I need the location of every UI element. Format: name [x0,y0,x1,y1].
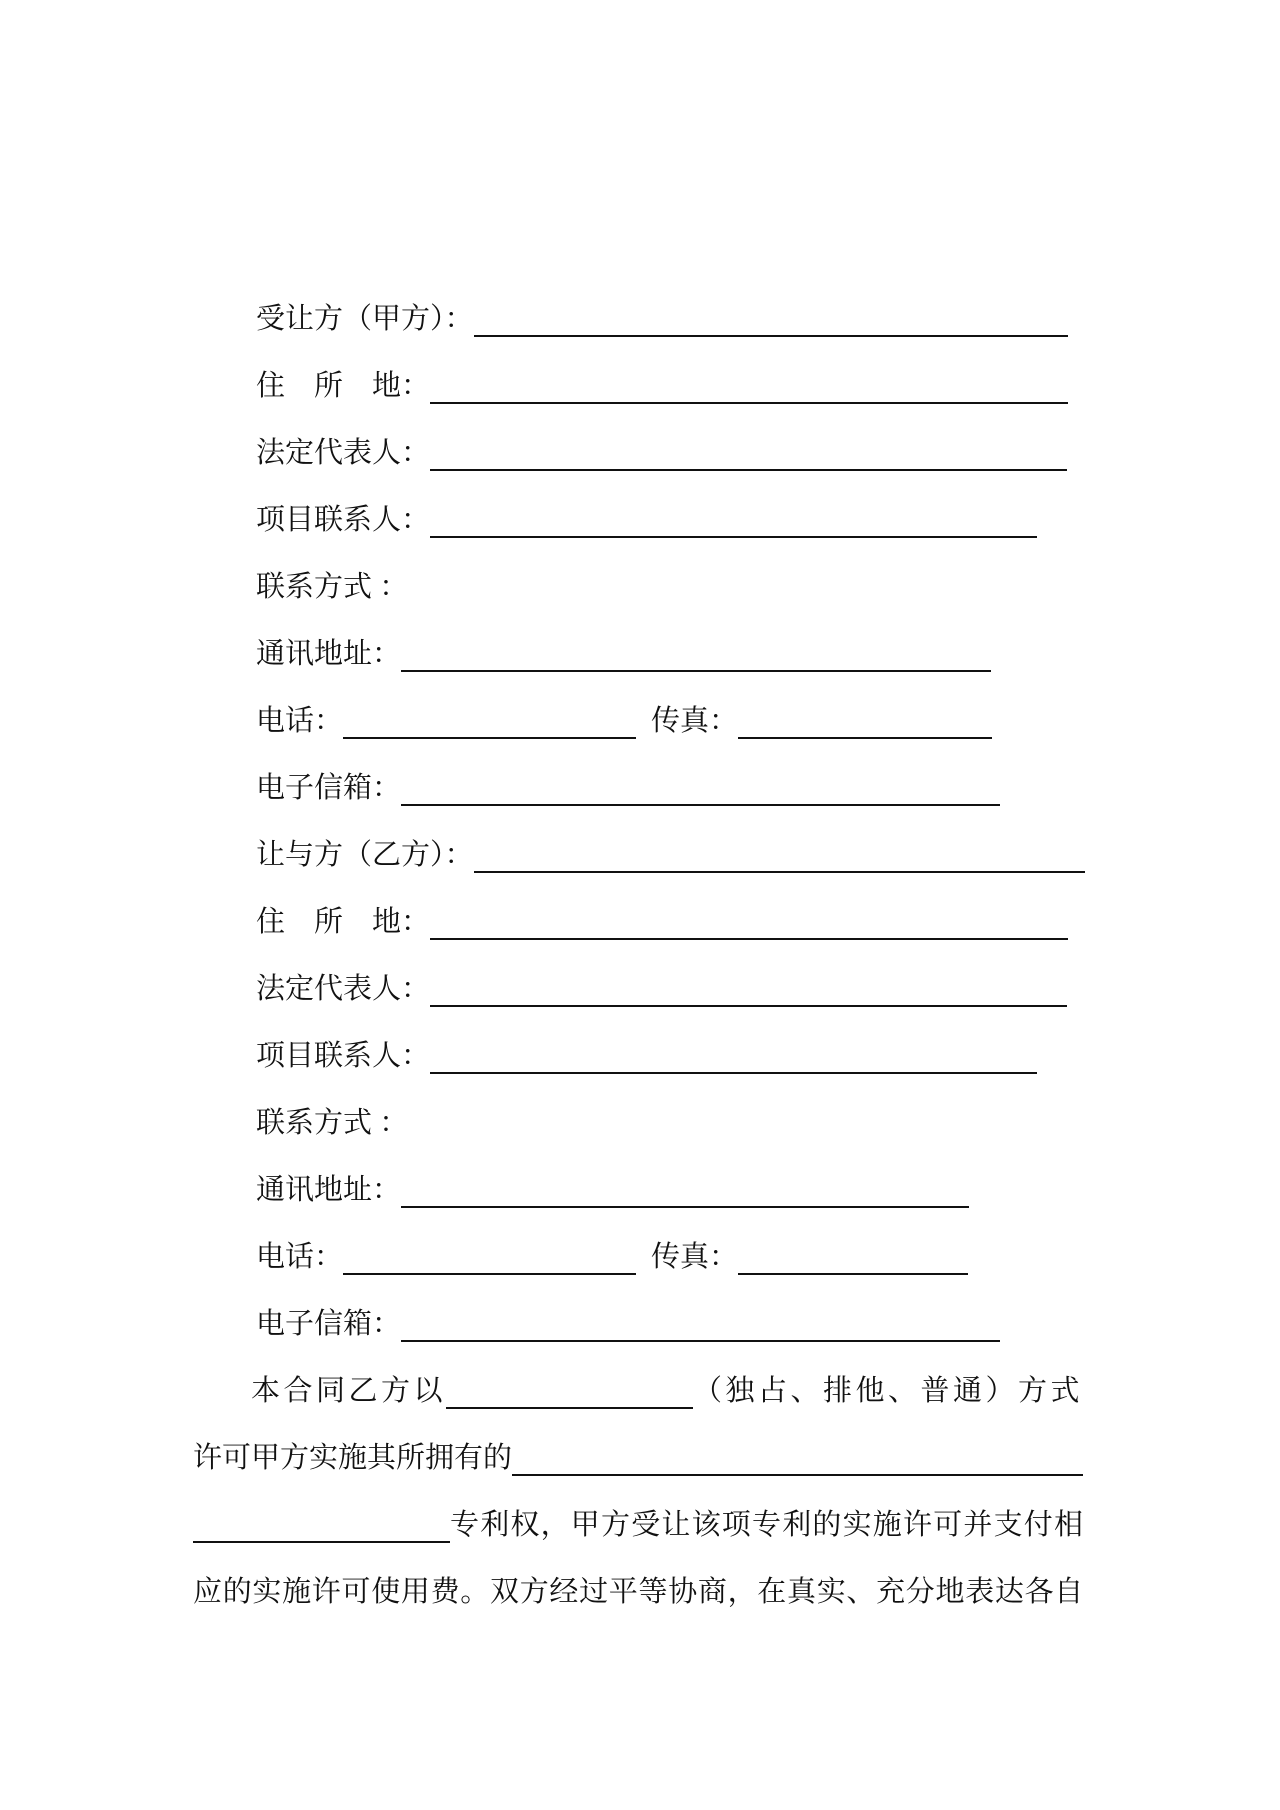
party-b-contact-method-row [256,1074,1280,1141]
party-a-phone-label: 电话： [256,705,344,737]
party-a-mailing-address-label: 通讯地址： [256,638,402,670]
party-b-project-contact-row [256,1007,1037,1074]
party-b-contact-method-label: 联系方式 ： [256,1107,409,1139]
party-a-mailing-address-row [256,605,991,672]
party-b-legal-rep-label: 法定代表人： [256,973,431,1005]
clause-line1-lead-text: 本合同乙方以 [251,1375,447,1407]
patent-number-blank[interactable] [193,1539,450,1543]
clause-line4-text: 应的实施许可使用费。双方经过平等协商，在真实、充分地表达各自 [193,1576,1085,1608]
party-b-mailing-address-blank[interactable] [401,1204,969,1208]
party-b-address-label: 住 所 地： [256,906,431,938]
party-b-project-contact-label: 项目联系人： [256,1040,431,1072]
party-a-project-contact-row [256,471,1037,538]
party-a-name-blank[interactable] [474,333,1068,337]
party-b-legal-rep-blank[interactable] [430,1003,1067,1007]
party-a-name-label: 受让方（甲方）： [256,303,474,335]
party-a-mailing-address-blank[interactable] [401,668,991,672]
party-a-address-row [256,337,1068,404]
party-a-address-label: 住 所 地： [256,370,431,402]
party-b-phone-fax-row [256,1208,968,1275]
party-b-name-label: 让与方（乙方）： [256,839,474,871]
clause-line-3 [193,1476,1083,1543]
party-a-email-blank[interactable] [401,802,1000,806]
party-a-legal-rep-label: 法定代表人： [256,437,431,469]
party-b-name-blank[interactable] [474,869,1085,873]
party-a-project-contact-blank[interactable] [430,534,1037,538]
party-b-mailing-address-label: 通讯地址： [256,1174,402,1206]
party-a-phone-blank[interactable] [343,735,636,739]
patent-name-blank[interactable] [512,1472,1083,1476]
party-b-email-blank[interactable] [401,1338,1000,1342]
party-b-project-contact-blank[interactable] [430,1070,1037,1074]
party-a-legal-rep-blank[interactable] [430,467,1067,471]
party-b-mailing-address-row [256,1141,969,1208]
party-a-contact-method-row [256,538,1280,605]
party-b-phone-label: 电话： [256,1241,344,1273]
clause-line-4 [193,1543,1083,1610]
party-b-email-row [256,1275,1000,1342]
party-a-address-blank[interactable] [430,400,1068,404]
party-b-legal-rep-row [256,940,1067,1007]
clause-line-1 [193,1342,1083,1409]
clause-line3-tail-text: 专利权，甲方受让该项专利的实施许可并支付相 [450,1509,1085,1541]
license-type-blank[interactable] [446,1405,693,1409]
party-b-fax-label: 传真： [651,1241,739,1273]
party-b-phone-blank[interactable] [343,1271,636,1275]
party-b-address-row [256,873,1068,940]
party-a-legal-rep-row [256,404,1067,471]
party-a-email-row [256,739,1000,806]
party-b-name-row [256,806,1085,873]
party-a-email-label: 电子信箱： [256,772,402,804]
party-a-project-contact-label: 项目联系人： [256,504,431,536]
party-a-fax-blank[interactable] [738,735,992,739]
party-a-contact-method-label: 联系方式 ： [256,571,409,603]
clause-line-2 [193,1409,1083,1476]
party-a-name-row [256,270,1068,337]
party-a-phone-fax-row [256,672,992,739]
clause-line1-tail-text: （独占、排他、普通）方式 [692,1375,1083,1407]
clause-line2-lead-text: 许可甲方实施其所拥有的 [193,1442,513,1474]
party-b-fax-blank[interactable] [738,1271,968,1275]
party-a-fax-label: 传真： [651,705,739,737]
party-b-email-label: 电子信箱： [256,1308,402,1340]
party-b-address-blank[interactable] [430,936,1068,940]
